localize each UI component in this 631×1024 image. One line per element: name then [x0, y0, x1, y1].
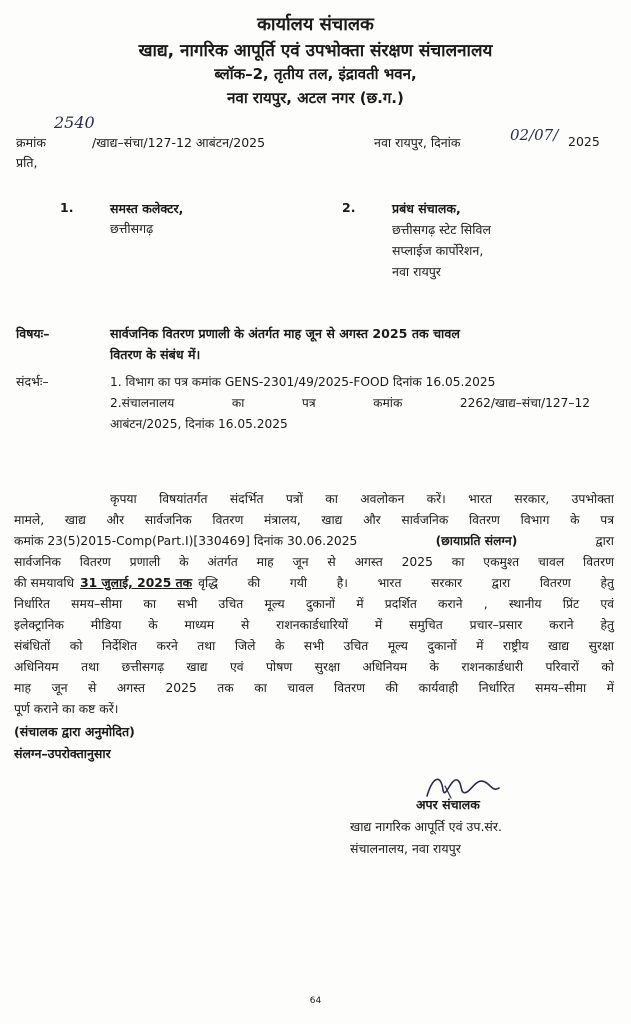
subject-line-1: सार्वजनिक वितरण प्रणाली के अंतर्गत माह जून से अगस्त 2025 तक चावल	[110, 326, 460, 341]
reference-line-1: 1. विभाग का पत्र कमांक GENS-2301/49/2025-FOOD दिनांक 16.05.2025	[110, 375, 496, 389]
handwritten-number: 2540	[54, 113, 95, 132]
body-line-5-end: वृद्धि की गयी है। भारत सरकार द्वारा वितरण हेतु	[198, 576, 614, 590]
recipient-1-number: 1.	[60, 200, 74, 215]
date-year: 2025	[568, 134, 600, 149]
recipient-2-line-2: छत्तीसगढ़ स्टेट सिविल	[392, 222, 491, 237]
body-line-8: संबंधितों को निर्देशित करने तथा जिले के सभी उचित मूल्य दुकानों में राष्ट्रीय खाद्य सुरक्षा	[14, 639, 614, 653]
body-line-7: इलेक्ट्रानिक मीडिया के माध्यम से राशनकार्डधारियों में समुचित प्रचार–प्रसार कराने हेतु	[14, 618, 614, 632]
reference-line-3: आबंटन/2025, दिनांक 16.05.2025	[110, 417, 288, 431]
body-line-5-deadline: 31 जुलाई, 2025 तक	[80, 576, 193, 590]
signatory-department: खाद्य नागरिक आपूर्ति एवं उप.संर.	[350, 819, 502, 834]
body-line-5-start: की समयावधि	[14, 576, 75, 590]
prati-label: प्रति,	[16, 155, 38, 170]
enclosure-note: संलग्न–उपरोक्तानुसार	[14, 746, 111, 761]
approval-note: (संचालक द्वारा अनुमोदित)	[14, 724, 135, 739]
body-line-3-end: द्वारा	[595, 534, 614, 548]
office-city: नवा रायपुर, अटल नगर (छ.ग.)	[227, 89, 404, 107]
signatory-title: अपर संचालक	[416, 797, 480, 812]
body-line-10: माह जून से अगस्त 2025 तक का चावल वितरण की कार्यवाही निर्धारित समय–सीमा में	[14, 681, 614, 695]
reference-line-2: 2.संचालनालय का पत्र कमांक 2262/खाद्य–संचा/127–12	[110, 396, 590, 410]
body-line-1: कृपया विषयांतर्गत संदर्भित पत्रों का अवलोकन करें। भारत सरकार, उपभोक्ता	[110, 492, 614, 506]
recipient-1-line-1: समस्त कलेक्टर,	[110, 201, 184, 216]
body-line-3-enclosed: (छायाप्रति संलग्न)	[435, 534, 518, 548]
recipient-1-line-2: छत्तीसगढ़	[110, 221, 154, 236]
reference-number: /खाद्य–संचा/127-12 आबंटन/2025	[92, 135, 266, 150]
subject-line-2: वितरण के संबंध में।	[110, 347, 201, 362]
body-line-3-reference: कमांक 23(5)2015-Comp(Part.I)[330469] दिनांक 30.06.2025	[14, 534, 358, 548]
directorate-name: खाद्य, नागरिक आपूर्ति एवं उपभोक्ता संरक्षण संचालनालय	[138, 41, 493, 61]
subject-label: विषयः–	[16, 326, 50, 341]
recipient-2-line-4: नवा रायपुर	[392, 264, 441, 279]
body-line-3	[14, 532, 614, 549]
body-line-4: सार्वजनिक वितरण प्रणाली के अंतर्गत माह जून से अगस्त 2025 का एकमुश्त चावल वितरण	[14, 555, 614, 569]
place-date-label: नवा रायपुर, दिनांक	[374, 135, 461, 150]
handwritten-date: 02/07/	[510, 126, 559, 144]
body-line-2: मामले, खाद्य और सार्वजनिक वितरण मंत्रालय, खाद्य और सार्वजनिक वितरण विभाग के पत्र	[14, 513, 614, 527]
office-address: ब्लॉक–2, तृतीय तल, इंद्रावती भवन,	[214, 65, 417, 83]
body-line-6: निर्धारित समय–सीमा का सभी उचित मूल्य दुकानों में प्रदर्शित कराने , स्थानीय प्रिंट एवं	[14, 597, 614, 611]
reference-label: संदर्भः–	[16, 374, 49, 389]
recipient-2-line-1: प्रबंध संचालक,	[392, 201, 461, 216]
body-line-9: अधिनियम तथा छत्तीसगढ़ खाद्य एवं पोषण सुरक्षा अधिनियम के राशनकार्डधारी परिवारों को	[14, 660, 614, 674]
signatory-office: संचालनालय, नवा रायपुर	[350, 841, 461, 856]
body-line-11: पूर्ण कराने का कष्ट करें।	[14, 702, 119, 716]
office-title: कार्यालय संचालक	[257, 14, 374, 35]
recipient-2-line-3: सप्लाईज कार्पोरेशन,	[392, 243, 484, 258]
body-line-5	[14, 574, 614, 591]
page-number: 64	[309, 996, 322, 1006]
kramank-label: क्रमांक	[16, 135, 46, 150]
recipient-2-number: 2.	[342, 200, 356, 215]
